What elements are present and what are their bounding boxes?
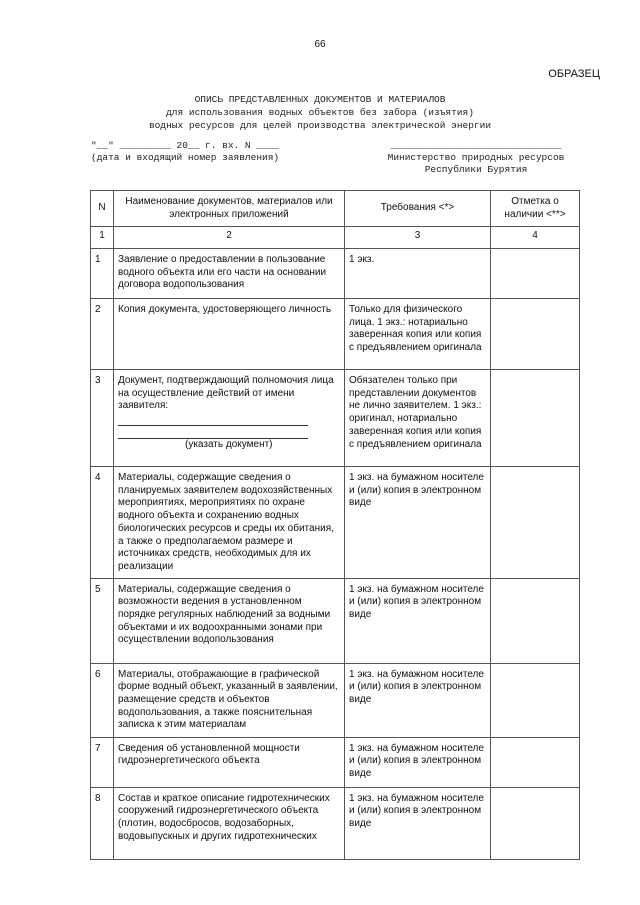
row-requirements: 1 экз. на бумажном носителе и (или) копия в электронном виде — [345, 578, 491, 663]
row-hint: (указать документ) — [185, 439, 273, 451]
row-number: 7 — [91, 737, 114, 787]
document-title — [0, 93, 640, 132]
date-number-caption: (дата и входящий номер заявления) — [91, 152, 280, 163]
blank-fill-line-2 — [118, 430, 308, 439]
ministry-signature-line: ______________________________ — [390, 140, 562, 151]
row-number: 5 — [91, 578, 114, 663]
sample-label: ОБРАЗЕЦ — [548, 68, 600, 80]
table-row — [91, 249, 580, 299]
row-mark-cell — [491, 467, 580, 579]
header-requirements: Требования <*> — [345, 191, 491, 227]
row-requirements: 1 экз. на бумажном носителе и (или) копия в электронном виде — [345, 467, 491, 579]
table-row — [91, 578, 580, 663]
row-mark-cell — [491, 299, 580, 370]
row-mark-cell — [491, 787, 580, 859]
row-requirements: 1 экз. — [345, 249, 491, 299]
row-name: Материалы, содержащие сведения о планируемых заявителем водохозяйственных мероприятиях, мероприятиях по охране водного объекта и сохранению водных биологических ресурсов и среды их обитания, а также о предполагаемом размере и источниках средств, необходимых для их реализации — [114, 467, 345, 579]
header-name: Наименование документов, материалов или электронных приложений — [114, 191, 345, 227]
row-name: Материалы, отображающие в графической форме водный объект, указанный в заявлении, размещение средств и объектов водопользования, а также пояснительная записка к этим материалам — [114, 663, 345, 737]
row-number: 3 — [91, 370, 114, 467]
row-mark-cell — [491, 578, 580, 663]
header-mark: Отметка о наличии <**> — [491, 191, 580, 227]
documents-table — [90, 190, 580, 860]
row-name: Материалы, содержащие сведения о возможности ведения в установленном порядке регулярных наблюдений за водными объектами и их водоохранными зонами при осуществлении водопользования — [114, 578, 345, 663]
index-cell-4: 4 — [491, 227, 580, 249]
row-number: 4 — [91, 467, 114, 579]
blank-fill-line-1 — [118, 417, 308, 426]
title-line-1: ОПИСЬ ПРЕДСТАВЛЕННЫХ ДОКУМЕНТОВ И МАТЕРИАЛОВ — [194, 94, 446, 105]
row-number: 1 — [91, 249, 114, 299]
row-mark-cell — [491, 737, 580, 787]
row-name: Состав и краткое описание гидротехнических сооружений гидроэнергетического объекта (плотин, водосбросов, водозаборных, водовыпускных и других гидротехнических — [114, 787, 345, 859]
row-name: Копия документа, удостоверяющего личность — [114, 299, 345, 370]
row-mark-cell — [491, 370, 580, 467]
row-requirements: Только для физического лица. 1 экз.: нотариально заверенная копия или копия с предъявлением оригинала — [345, 299, 491, 370]
page-number: 66 — [314, 39, 326, 50]
table-row — [91, 787, 580, 859]
ministry-name-line-2: Республики Бурятия — [424, 164, 528, 175]
index-cell-2: 2 — [114, 227, 345, 249]
ministry-block — [374, 140, 578, 176]
title-line-3: водных ресурсов для целей производства электрической энергии — [148, 120, 492, 131]
date-number-line: "__" _________ 20__ г. вх. N ____ — [91, 140, 280, 151]
row-name-cell — [114, 370, 345, 467]
table-row — [91, 663, 580, 737]
row-requirements: Обязателен только при представлении документов не лично заявителем. 1 экз.: оригинал, нотариально заверенная копия или копия с предъявлением оригинала — [345, 370, 491, 467]
row-requirements: 1 экз. на бумажном носителе и (или) копия в электронном виде — [345, 787, 491, 859]
table-row — [91, 299, 580, 370]
table-row — [91, 737, 580, 787]
row-number: 2 — [91, 299, 114, 370]
index-cell-3: 3 — [345, 227, 491, 249]
table-row — [91, 467, 580, 579]
table-row — [91, 370, 580, 467]
title-line-2: для использования водных объектов без забора (изъятия) — [166, 107, 474, 118]
row-number: 6 — [91, 663, 114, 737]
row-name: Документ, подтверждающий полномочия лица на осуществление действий от имени заявителя: — [118, 375, 334, 412]
row-name: Сведения об установленной мощности гидроэнергетического объекта — [114, 737, 345, 787]
date-number-block — [91, 140, 279, 164]
row-number: 8 — [91, 787, 114, 859]
table-header-row — [91, 191, 580, 227]
header-num: N — [91, 191, 114, 227]
row-requirements: 1 экз. на бумажном носителе и (или) копия в электронном виде — [345, 737, 491, 787]
row-mark-cell — [491, 249, 580, 299]
ministry-name-line-1: Министерство природных ресурсов — [387, 152, 565, 163]
row-name: Заявление о предоставлении в пользование водного объекта или его части на основании договора водопользования — [114, 249, 345, 299]
row-requirements: 1 экз. на бумажном носителе и (или) копия в электронном виде — [345, 663, 491, 737]
index-cell-1: 1 — [91, 227, 114, 249]
row-mark-cell — [491, 663, 580, 737]
table-index-row — [91, 227, 580, 249]
